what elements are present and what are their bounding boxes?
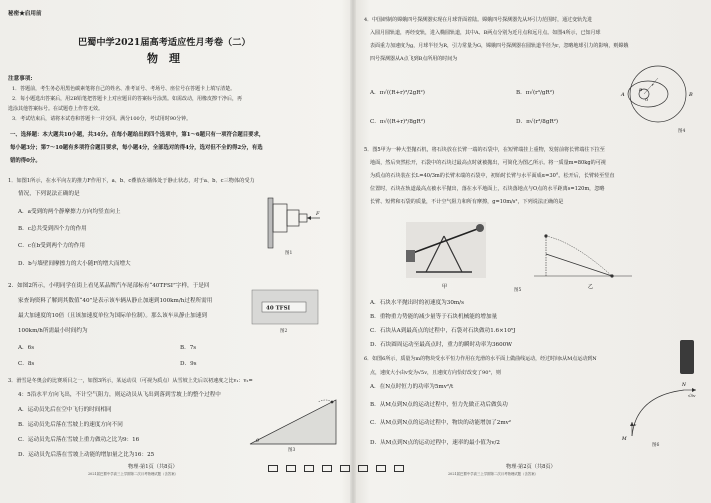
section-heading: 一、选择题：本大题共10小题，共34分。在每小题给出的四个选项中，第1～6题只有一项符合题目要求，: [10, 132, 265, 138]
right-page-footer: 物理·第2页（共8页）: [506, 464, 556, 470]
figure-6-caption: 图6: [652, 443, 660, 448]
notes-item: 2．每小题选出答案后，用2B铅笔把答题卡上对应题目的答案标号涂黑。如需改动，用橡皮擦干净后，再: [12, 96, 243, 102]
q2-option-c: C．8s: [18, 361, 35, 367]
figure-4-label: r: [652, 82, 654, 87]
q2-stem: 最大加速度的10倍（且该加速度单位为国际单位制）。那么该车从静止加速到: [18, 313, 207, 319]
figure-6-label: √5v: [688, 393, 696, 398]
q1-stem: 1．如图1所示，在水平向左的推力F作用下，a、b、c叠放在墙体处于静止状态，对于a、b、c三物体的受力: [8, 178, 255, 184]
q4-option-c: C．π√((R+r)³/8gR²): [370, 119, 426, 125]
notes-item: 选涂其他答案标号。在试题卷上作答无效。: [8, 106, 104, 112]
q4-option-a: A．π√((R+r)³/2gR²): [370, 90, 425, 96]
q1-stem: 情况，下列说法正确的是: [18, 191, 80, 197]
q2-stem: 100km/h所需最小时间约为: [18, 328, 88, 334]
figure-4-label: R: [639, 87, 643, 92]
q2-stem: 2．如图2所示，小明同学在街上看见某品牌汽车尾部标有“40TFSI”字样，于是回: [8, 283, 210, 289]
left-page-footer: 物理·第1页（共8页）: [128, 464, 178, 470]
q4-stem: 4．中国研制的嫦娥四号探测器实现在月球背面着陆。嫦娥四号探测器先从环引力范围时，通过变轨先进: [364, 17, 593, 23]
catapult-photo: [406, 222, 486, 290]
figure-3: [246, 392, 340, 452]
notes-item: 1．答题前，考生务必用黑色碳素笔将自己的姓名、准考证号、考场号、座位号在答题卡上填写清楚。: [12, 86, 236, 92]
binder-clip: [680, 340, 694, 374]
subject-title: 物 理: [147, 52, 180, 65]
figure-1-caption: 图1: [285, 251, 293, 256]
right-page: [356, 0, 711, 503]
figure-3-caption: 图3: [288, 448, 296, 452]
q2-option-b: B．7s: [180, 345, 197, 351]
figure-4-label: O: [645, 97, 649, 102]
q3-option-a: A．运动员先后在空中飞行的时间相同: [18, 407, 112, 413]
q5-option-d: D．石块圆周运动至最高点时，重力的瞬时功率为3600W: [370, 342, 512, 348]
exam-title: 巴蜀中学2021届高考适应性月考卷（二）: [78, 37, 251, 48]
car-badge: 40 TFSI: [266, 305, 291, 312]
q1-option-c: C．c在b受到两个力的作用: [18, 243, 85, 249]
q5-option-a: A．石块水平抛出时的初速度为30m/s: [370, 300, 464, 306]
q3-option-b: B．运动员先后落在雪坡上的速度方向不同: [18, 422, 123, 428]
section-heading: 每小题3分；第7～10题有多项符合题目要求，每小题4分，全部选对的得4分，选对但不全的得2分，有选: [10, 145, 263, 151]
q5-option-b: B．重物重力势能的减少量等于石块机械能的增加量: [370, 314, 498, 320]
figure-1-force-label: F: [316, 211, 320, 217]
figure-1: [262, 196, 324, 256]
q1-option-d: D．b与墙壁间摩擦力的大小随F的增大而增大: [18, 261, 131, 267]
figure-2: [250, 288, 320, 334]
section-heading: 错的得0分。: [10, 158, 41, 164]
figure-3-angle: θ: [256, 438, 260, 444]
figure-5-jia: 甲: [442, 284, 448, 290]
q2-option-d: D．9s: [180, 361, 197, 367]
q2-option-a: A．6s: [18, 345, 35, 351]
notes-item: 3．考试结束后，请将本试卷和答题卡一并交回。满分100分，考试用时90分钟。: [12, 116, 192, 122]
q4-stem: 入圆月圆轨道，再经变轨，进入椭圆轨道，其中A、B两点分别为近月点和远月点。如图4所示，已知月球: [370, 30, 601, 36]
q6-option-b: B．从M点到N点的运动过程中，恒力先做正功后做负功: [370, 402, 508, 408]
figure-6-label: v: [634, 422, 637, 427]
q6-option-c: C．从M点到N点的运动过程中，物块的动能增加了2mv²: [370, 420, 512, 426]
q6-option-d: D．从M点到N点的运动过程中，速率的最小值为v/2: [370, 440, 500, 446]
figure-4: [620, 64, 700, 134]
left-page-footnote: 2021届巴蜀中学高三上学期第二次月考物理试题（含答案）: [88, 472, 179, 476]
figure-4-label: A: [621, 92, 625, 98]
secret-label: 秘密★启用前: [8, 11, 42, 17]
q4-stem: 四号探测器从A点飞到B点所用的时间为: [370, 56, 458, 62]
notes-heading: 注意事项:: [8, 76, 33, 82]
q3-option-d: D．运动员先后落在雪坡上动能的增加量之比为16：25: [18, 452, 155, 458]
q4-option-d: D．π√(r³/8gR²): [516, 119, 559, 125]
q3-stem: 3．滑雪是冬奥会的比赛项目之一，如图3所示，某运动员（可视为质点）从雪坡上先后以初速度之比v₁：v₂=: [8, 378, 253, 384]
figure-6-label: N: [682, 383, 686, 388]
q1-option-b: B．c总共受到四个力的作用: [18, 226, 87, 232]
q4-stem: 表面重力加速度为g，月球半径为R，引力常量为G，嫦娥四号探测器在圆轨道半径为r，忽略地球引力的影响，则嫦娥: [370, 43, 629, 49]
figure-4-label: B: [689, 92, 693, 98]
q6-option-a: A．在N点时恒力的功率为5mv²/t: [370, 384, 454, 390]
figure-4-caption: 图4: [678, 129, 686, 134]
catapult-diagram: [534, 234, 632, 290]
q5-stem: 长臂、短臂和石袋的质量，不计空气阻力和所有摩擦，g=10m/s²，下列说法正确的是: [370, 199, 564, 205]
figure-2-caption: 图2: [280, 329, 288, 334]
figure-6: [618, 378, 698, 448]
q4-option-b: B．π√(r³/gR²): [516, 90, 555, 96]
left-page: [0, 0, 350, 503]
right-page-footnote: 2021届巴蜀中学高三上学期第二次月考物理试题（含答案）: [448, 472, 539, 476]
figure-5-caption: 图5: [514, 288, 522, 292]
q6-stem: 点，速度大小由v变为√5v，且速度方向恰好改变了90°，则: [370, 370, 501, 376]
q5-stem: 地面，然后突然松开，石袋中的石块过最高点时就被抛出，可简化为图乙所示。将一质量m=80kg的可视: [370, 160, 606, 166]
q5-stem: 为质点的石块装在长L=40/3m的长臂末端的石袋中，初始时长臂与水平面成α=30°。松开后，长臂转至竖直: [370, 173, 615, 179]
q1-option-a: A．a受到的两个静摩擦力方向均竖直向上: [18, 209, 121, 215]
q3-stem: 4：5沿水平方向飞出，不计空气阻力，则运动员从飞出到落到雪坡上的整个过程中: [18, 392, 221, 398]
figure-6-label: M: [622, 437, 627, 442]
q2-stem: 家查询资料了解到其数值“40”是表示该车辆从静止加速到100km/h过程所需用: [18, 298, 213, 304]
figure-5: [396, 214, 656, 292]
q3-option-c: C．运动员先后落在雪坡上重力做功之比为9：16: [18, 437, 140, 443]
figure-5-yi: 乙: [588, 284, 594, 290]
q5-option-c: C．石块从A到最高点的过程中，石袋对石块做功1.6×10⁵J: [370, 328, 516, 334]
q5-stem: 5．图5甲为一种大型抛石机，将石块放在长臂一端的石袋中，在短臂端挂上重物，发射前将长臂端往下拉至: [364, 147, 605, 153]
q6-stem: 6．如图6所示，质量为m的物块受水平恒力作用在光滑的水平面上做曲线运动，经过时间t从M点运动到N: [364, 356, 597, 362]
q5-stem: 位置时，石块在轨道最高点被水平抛出，落在水平地面上，石块落地点与O点的水平距离s=120m，忽略: [370, 186, 605, 192]
